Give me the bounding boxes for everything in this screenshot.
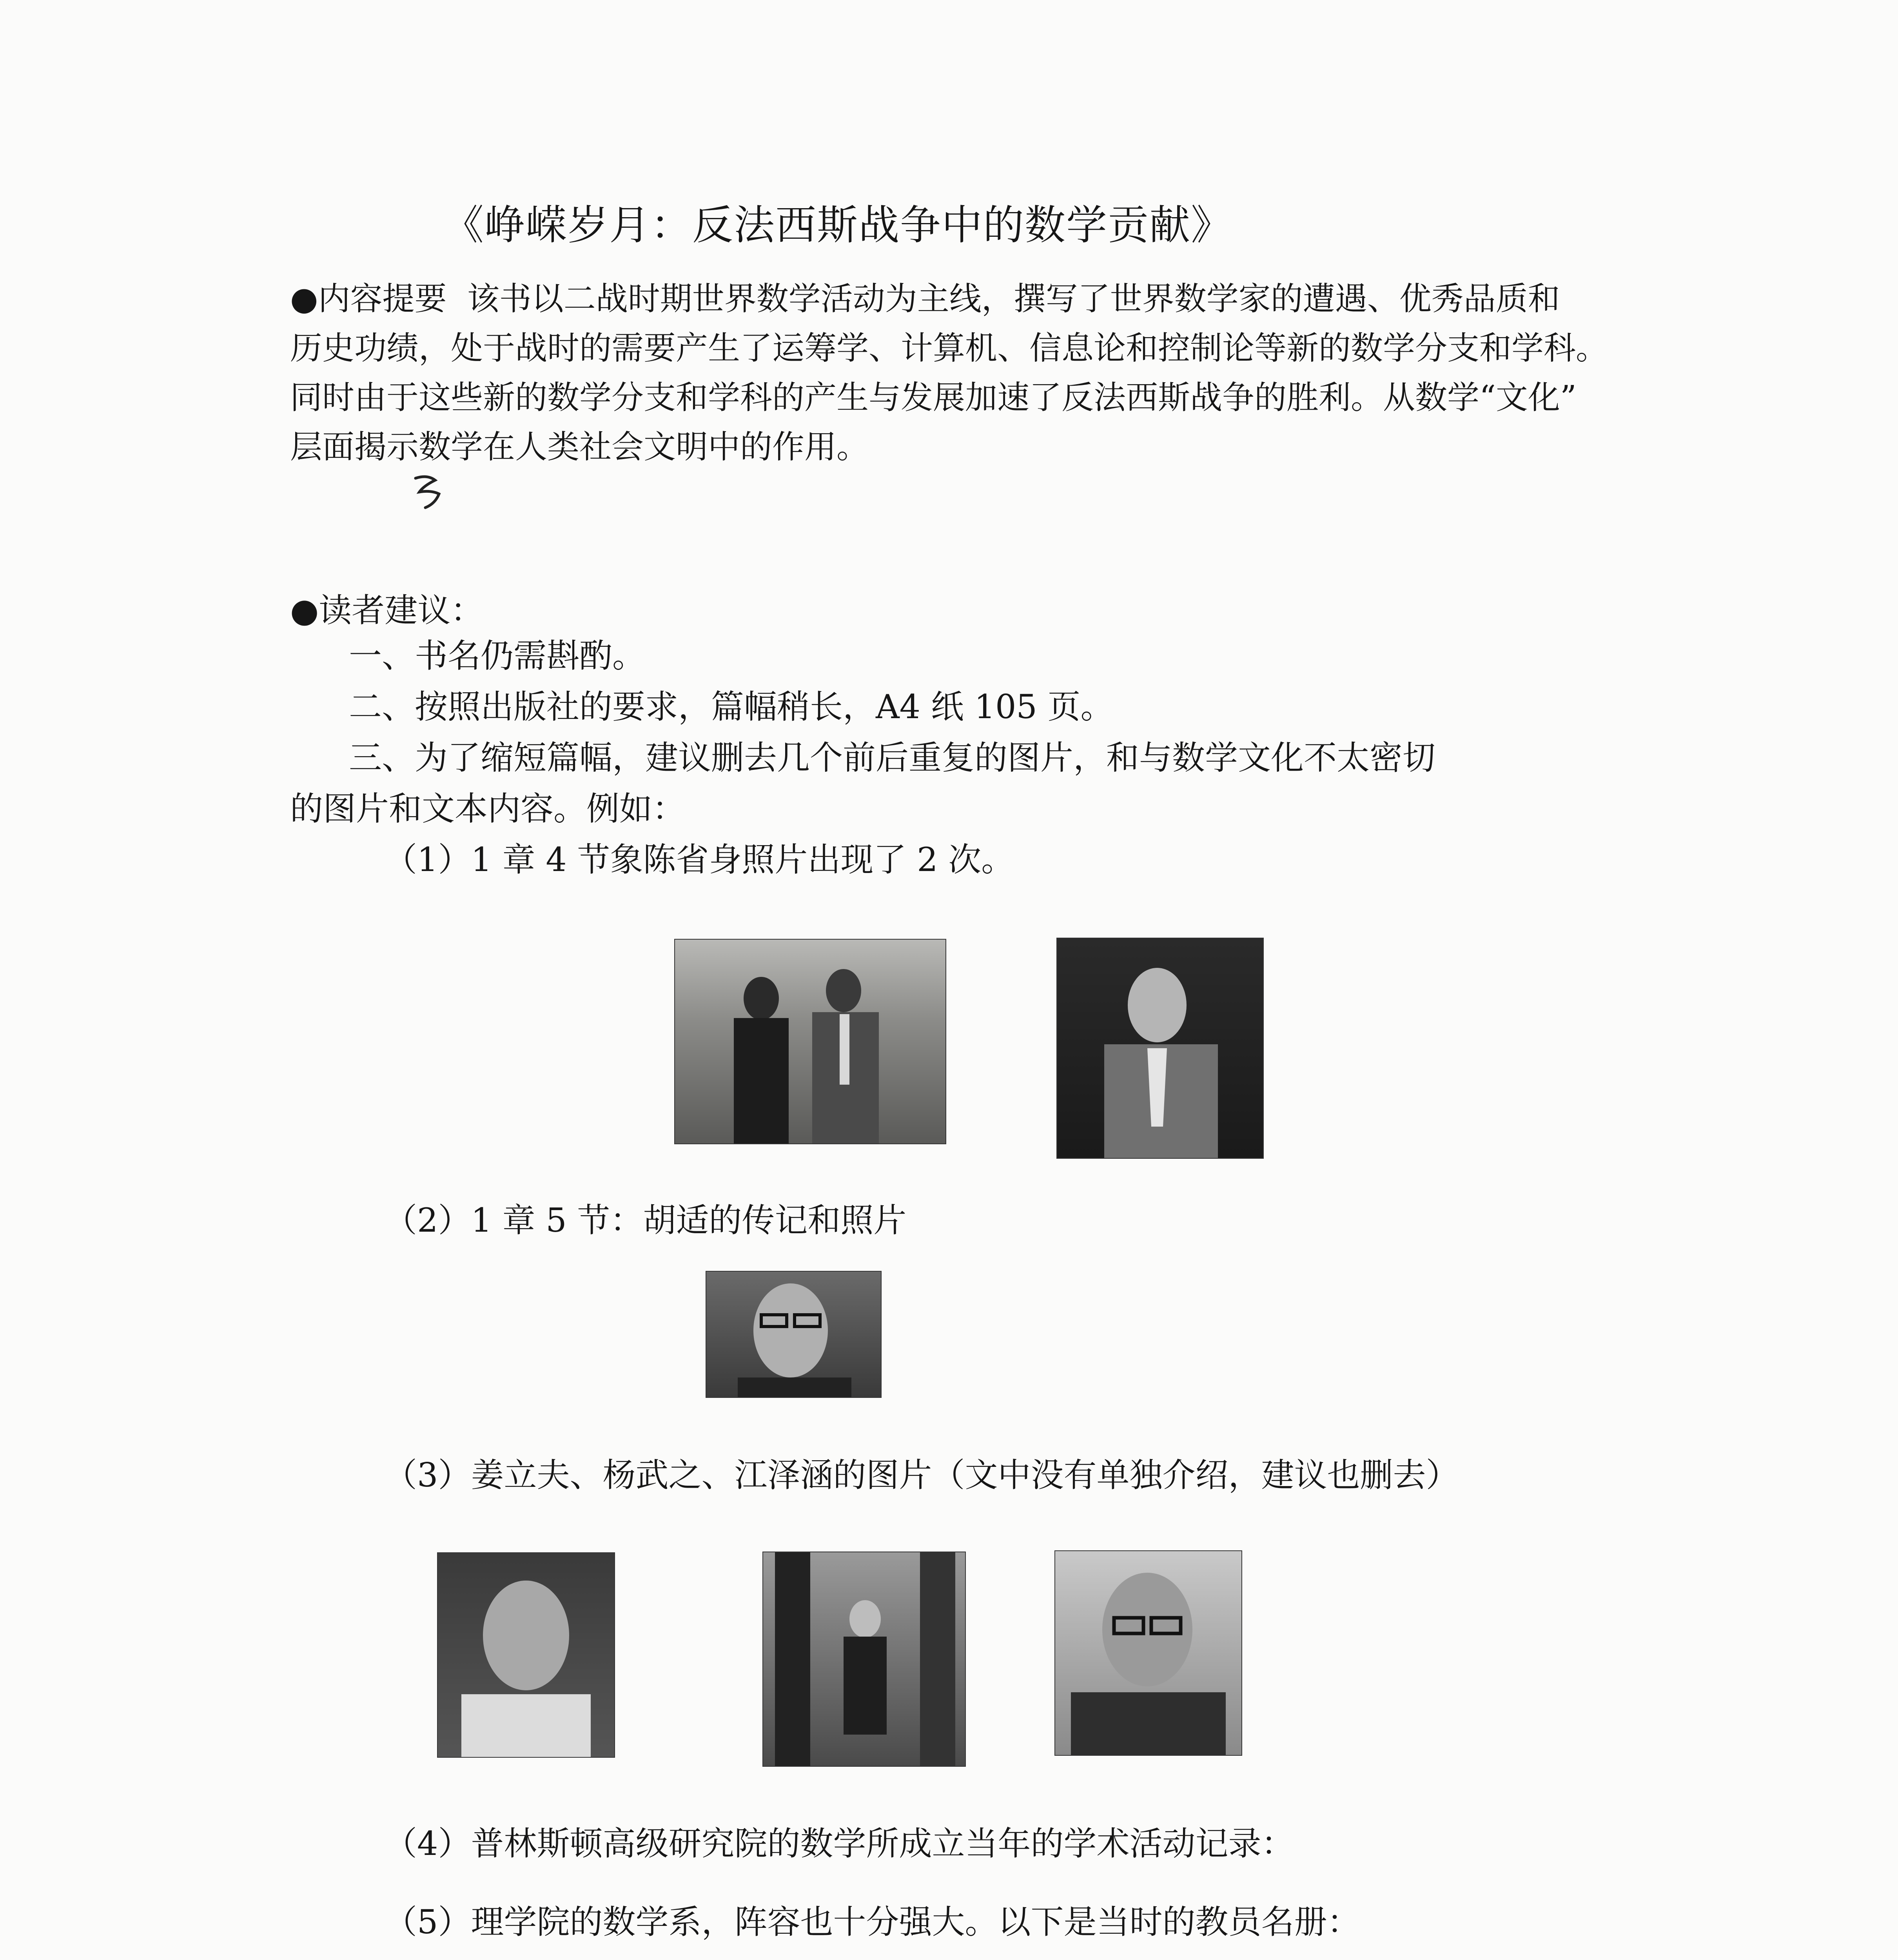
- example-2: （2）1 章 5 节：胡适的传记和照片: [384, 1201, 907, 1240]
- suggestions-heading: ●读者建议：: [290, 591, 484, 630]
- summary-line-4: 层面揭示数学在人类社会文明中的作用。: [290, 428, 869, 466]
- page-title: 《峥嵘岁月：反法西斯战争中的数学贡献》: [443, 201, 1233, 249]
- photo-hu-shi-portrait: [706, 1271, 882, 1398]
- summary-label: ●内容提要: [290, 280, 447, 318]
- summary-line-3: 同时由于这些新的数学分支和学科的产生与发展加速了反法西斯战争的胜利。从数学“文化”: [290, 379, 1577, 416]
- photo-elderly-man: [1056, 938, 1264, 1159]
- photo-jiang-zehan: [1054, 1550, 1242, 1756]
- suggestion-item-3-line-1: 三、为了缩短篇幅，建议删去几个前后重复的图片，和与数学文化不太密切: [349, 739, 1436, 777]
- suggestion-item-1: 一、书名仍需斟酌。: [349, 637, 646, 675]
- example-3: （3）姜立夫、杨武之、江泽涵的图片（文中没有单独介绍，建议也删去）: [384, 1456, 1459, 1494]
- suggestion-item-2: 二、按照出版社的要求，篇幅稍长，A4 纸 105 页。: [349, 688, 1114, 726]
- summary-line-2: 历史功绩，处于战时的需要产生了运筹学、计算机、信息论和控制论等新的数学分支和学科。: [290, 330, 1608, 367]
- example-1: （1）1 章 4 节象陈省身照片出现了 2 次。: [384, 840, 1014, 879]
- summary-line-1: ●内容提要 该书以二战时期世界数学活动为主线，撰写了世界数学家的遭遇、优秀品质和: [290, 280, 1560, 318]
- suggestion-item-3-line-2: 的图片和文本内容。例如：: [290, 789, 686, 828]
- photo-jiang-lifu: [437, 1552, 615, 1758]
- example-5: （5）理学院的数学系，阵容也十分强大。以下是当时的教员名册：: [384, 1903, 1360, 1941]
- summary-section: [290, 274, 1654, 472]
- handwritten-correction-mark: [408, 470, 455, 514]
- photo-yang-wuzhi: [762, 1552, 966, 1767]
- photo-couple: [674, 939, 946, 1144]
- example-4: （4）普林斯顿高级研究院的数学所成立当年的学术活动记录：: [384, 1824, 1294, 1863]
